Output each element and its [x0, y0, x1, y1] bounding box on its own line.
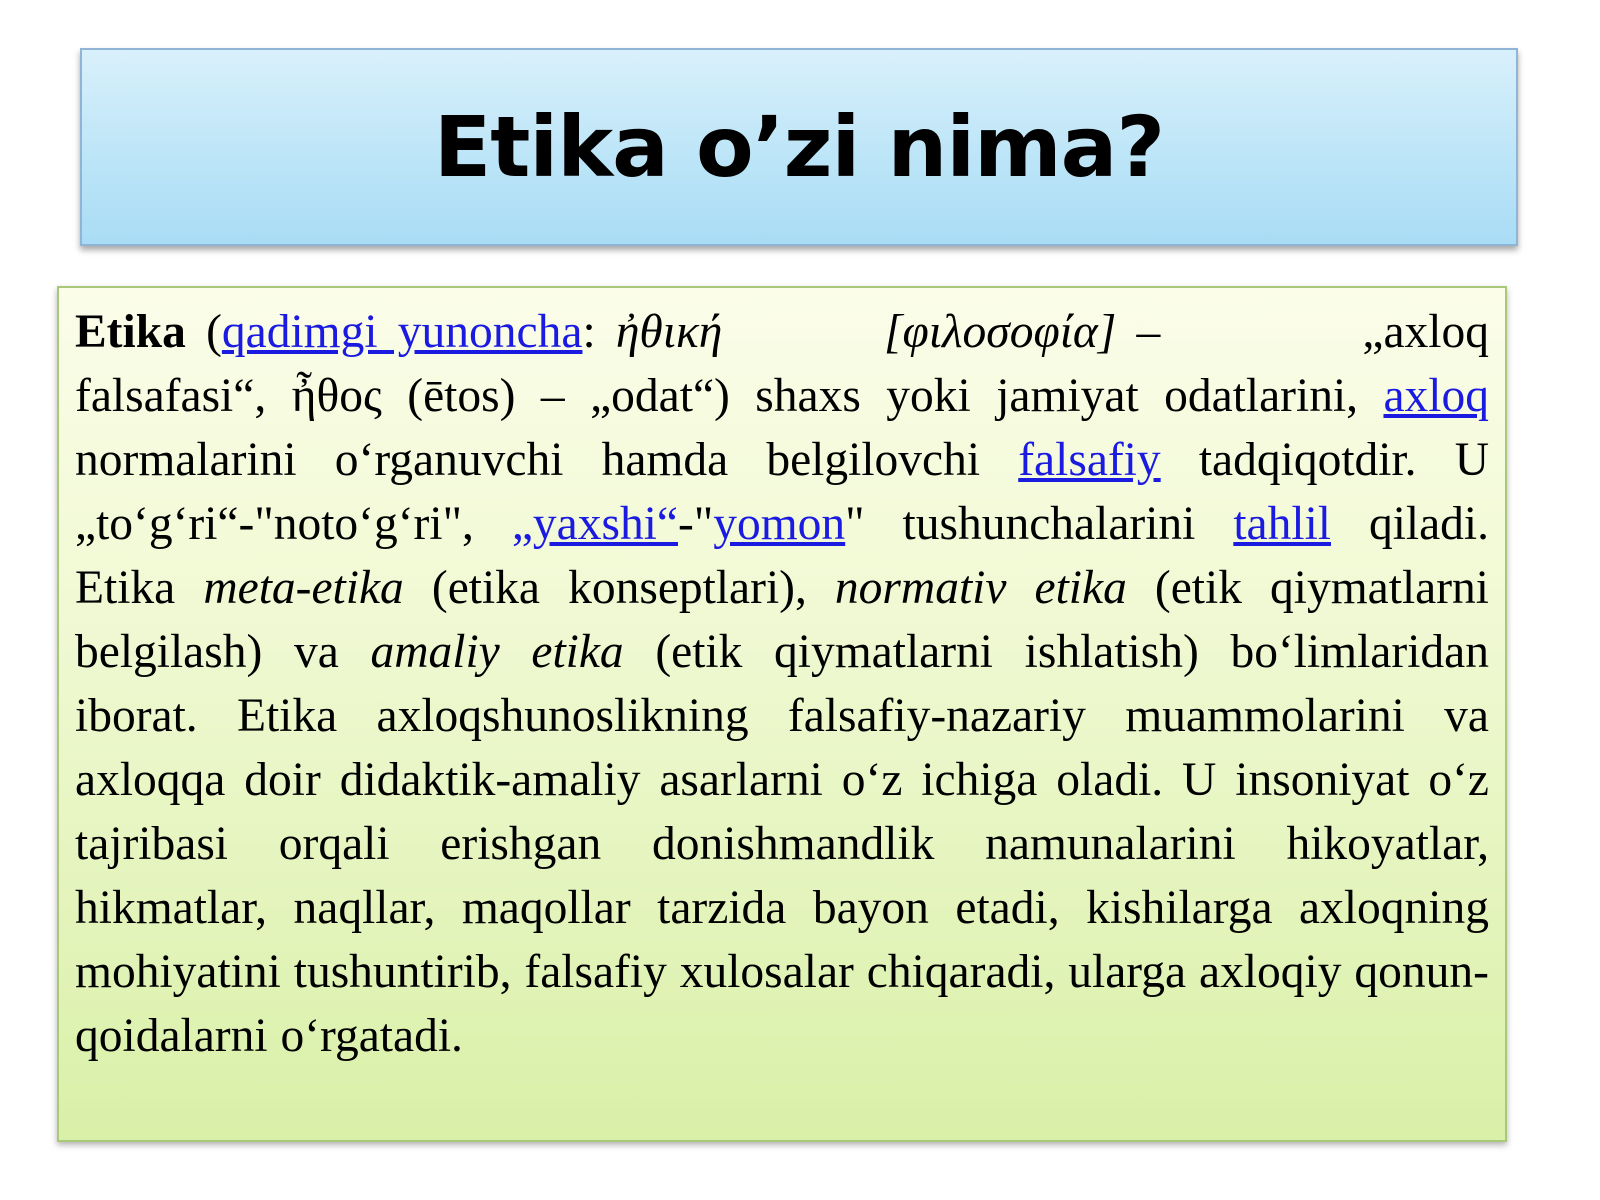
text-qiladi: qiladi. Etika [75, 498, 1489, 614]
text-axloq-falsafasi: „axloq falsafasi“, ἦθος (ētos) – „odat“) shaxs yoki jamiyat odatlarini, [75, 306, 1489, 422]
text-normativ-etika: normativ etika [834, 562, 1127, 614]
text-dash-quote: -" [678, 498, 714, 550]
text-tadqiqotdir: tadqiqotdir. U „to‘g‘ri“-"noto‘g‘ri", [75, 434, 1490, 550]
link-yomon[interactable]: yomon [713, 498, 846, 550]
text-amaliy-etika: amaliy etika [370, 626, 624, 678]
text-colon: : [582, 306, 616, 358]
text-open-paren: ( [185, 306, 222, 358]
text-tushunchalarini: " tushunchalarini [845, 498, 1234, 550]
term-etika: Etika [75, 306, 186, 358]
title-box [80, 48, 1518, 246]
link-falsafiy[interactable]: falsafiy [1018, 434, 1161, 486]
greek-ethike: ἠθική [615, 306, 723, 358]
text-etik-qiymat-belgilash: (etik qiymatlarni belgilash) va [75, 562, 1489, 678]
greek-philosophia: [φιλοσοφία] [883, 306, 1117, 358]
body-paragraph [75, 300, 1489, 1068]
link-axloq[interactable]: axloq [1383, 370, 1489, 422]
text-rest: (etik qiymatlarni ishlatish) bo‘limlaridan iborat. Etika axloqshunoslikning falsafiy-nazariy muammolarini va axloqqa doir didaktik-amaliy asarlarni o‘z ichiga oladi. U insoniyat o‘z tajribasi orqali erishgan donishmandlik namunalarini hikoyatlar, hikmatlar, naqllar, maqollar tarzida bayon etadi, kishilarga axloqning mohiyatini tushuntirib, falsafiy xulosalar chiqaradi, ularga axloqiy qonun-qoidalarni o‘rgatadi. [75, 626, 1489, 1062]
slide-title: Etika o’zi nima? [433, 98, 1165, 196]
link-yaxshi[interactable]: „yaxshi“ [511, 498, 678, 550]
text-etika-konseptlari: (etika konseptlari), [403, 562, 835, 614]
content-box [57, 286, 1507, 1142]
text-gap [722, 306, 884, 358]
text-meta-etika: meta-etika [203, 562, 404, 614]
text-dash: – [1116, 306, 1363, 358]
link-qadimgi-yunoncha[interactable]: qadimgi yunoncha [221, 306, 583, 358]
text-normalarini: normalarini o‘rganuvchi hamda belgilovchi [75, 434, 1019, 486]
link-tahlil[interactable]: tahlil [1233, 498, 1331, 550]
